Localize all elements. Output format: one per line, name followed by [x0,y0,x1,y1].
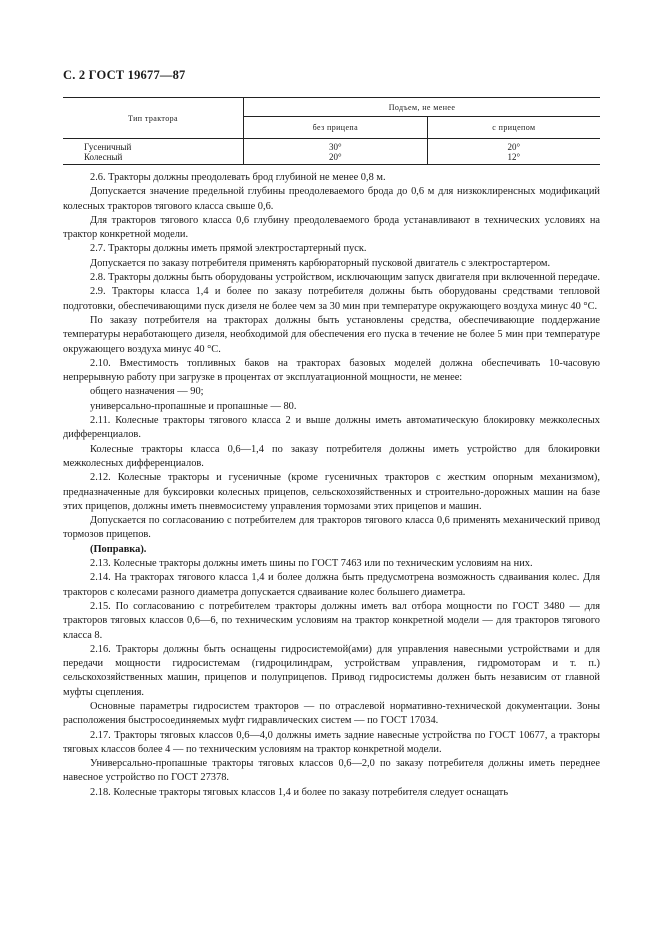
slope-table [63,97,600,165]
paragraph: Допускается по заказу потребителя применять карбюраторный пусковой двигатель с электростартером. [90,257,551,269]
col-lift-header: Подъем, не менее [244,98,601,117]
paragraph: Допускается по согласованию с потребителем для тракторов тягового класса 0,6 применять механический привод тормозов прицепов. [63,515,600,541]
paragraph: 2.15. По согласованию с потребителем тракторы должны иметь вал отбора мощности по ГОСТ 3480 — для тракторов тяговых классов 0,6—6, по техническим условиям на трактор конкретной модели — для тракторов тягового класса 8. [63,600,600,641]
document-body [63,171,600,800]
paragraph: 2.9. Тракторы класса 1,4 и более по заказу потребителя должны быть оборудованы средствами тепловой подготовки, обеспечивающими пуск дизеля не более чем за 30 мин при температуре окружающего воздуха минус 40 °С. [63,286,600,312]
paragraph: По заказу потребителя на тракторах должны быть установлены средства, обеспечивающие поддержание температуры неработающего дизеля, необходимой для обеспечения его пуска в течение не более 5 мин при температуре окружающего воздуха минус 40 °С. [63,314,600,355]
paragraph: 2.8. Тракторы должны быть оборудованы устройством, исключающим запуск двигателя при включенной передаче. [90,272,600,284]
tractor-type-cell: Гусеничный [63,139,244,153]
paragraph: 2.7. Тракторы должны иметь прямой электростартерный пуск. [90,243,367,255]
paragraph: Допускается значение предельной глубины преодолеваемого брода до 0,6 м для низкоклиренсных модификаций колесных тракторов тягового класса свыше 0,6. [63,186,600,212]
with-trailer-cell: 12° [427,152,600,165]
paragraph: 2.13. Колесные тракторы должны иметь шины по ГОСТ 7463 или по техническим условиям на них. [90,558,533,570]
without-trailer-cell: 20° [244,152,428,165]
without-trailer-cell: 30° [244,139,428,153]
paragraph: Для тракторов тягового класса 0,6 глубину преодолеваемого брода устанавливают в технических условиях на трактор конкретной модели. [63,214,600,241]
paragraph: 2.12. Колесные тракторы и гусеничные (кроме гусеничных тракторов с жестким опорным механизмом), предназначенные для буксировки колесных прицепов, сельскохозяйственных и строительно-дорожных машин на базе этих прицепов, должны иметь пневмосистему управления тормозами этих прицепов и машин. [63,472,600,512]
paragraph: Универсально-пропашные тракторы тяговых классов 0,6—2,0 по заказу потребителя должны иметь переднее навесное устройство по ГОСТ 27378. [63,758,600,784]
col-without-header: без прицепа [244,117,428,139]
paragraph: 2.6. Тракторы должны преодолевать брод глубиной не менее 0,8 м. [90,172,386,183]
table-header-row [63,98,600,117]
col-type-header: Тип трактора [63,98,244,139]
paragraph: 2.14. На тракторах тягового класса 1,4 и более должна быть предусмотрена возможность сдваивания колес. Для тракторов с колесами разного диаметра допускается сдваивание колес большего диаметра. [63,572,600,598]
table-row [63,152,600,165]
paragraph: общего назначения — 90; [90,386,204,398]
table-row [63,139,600,153]
paragraph: 2.17. Тракторы тяговых классов 0,6—4,0 должны иметь задние навесные устройства по ГОСТ 10677, а тракторы тяговых классов более 4 — по техническим условиям на трактор конкретной модели. [63,729,600,755]
page-header: С. 2 ГОСТ 19677—87 [63,68,186,82]
col-with-header: с прицепом [427,117,600,139]
paragraph: Основные параметры гидросистем тракторов — по отраслевой нормативно-технической документации. Зоны расположения быстросоединяемых муфт гидравлических систем — по ГОСТ 17034. [63,700,600,727]
paragraph: Колесные тракторы класса 0,6—1,4 по заказу потребителя должны иметь устройство для блокировки межколесных дифференциалов. [63,443,600,469]
correction-note: (Поправка). [90,543,147,555]
tractor-type-cell: Колесный [63,152,244,165]
paragraph: 2.11. Колесные тракторы тягового класса 2 и выше должны иметь автоматическую блокировку межколесных дифференциалов. [63,415,600,441]
paragraph: 2.18. Колесные тракторы тяговых классов 1,4 и более по заказу потребителя следует оснащать [90,786,509,798]
paragraph: 2.16. Тракторы должны быть оснащены гидросистемой(ами) для управления навесными устройствами и для передачи мощности гидросистемам (гидроцилиндрам, устройствам управления, гидромоторам и т. п.) сельскохозяйственных машин, прицепов и полуприцепов. Привод гидросистемы должен быть независим от главной муфты сцепления. [63,643,600,698]
with-trailer-cell: 20° [507,142,521,152]
paragraph: 2.10. Вместимость топливных баков на тракторах базовых моделей должна обеспечивать 10-часовую непрерывную работу при загрузке в процентах от эксплуатационной мощности, не менее: [63,357,600,384]
paragraph: универсально-пропашные и пропашные — 80. [90,400,297,412]
